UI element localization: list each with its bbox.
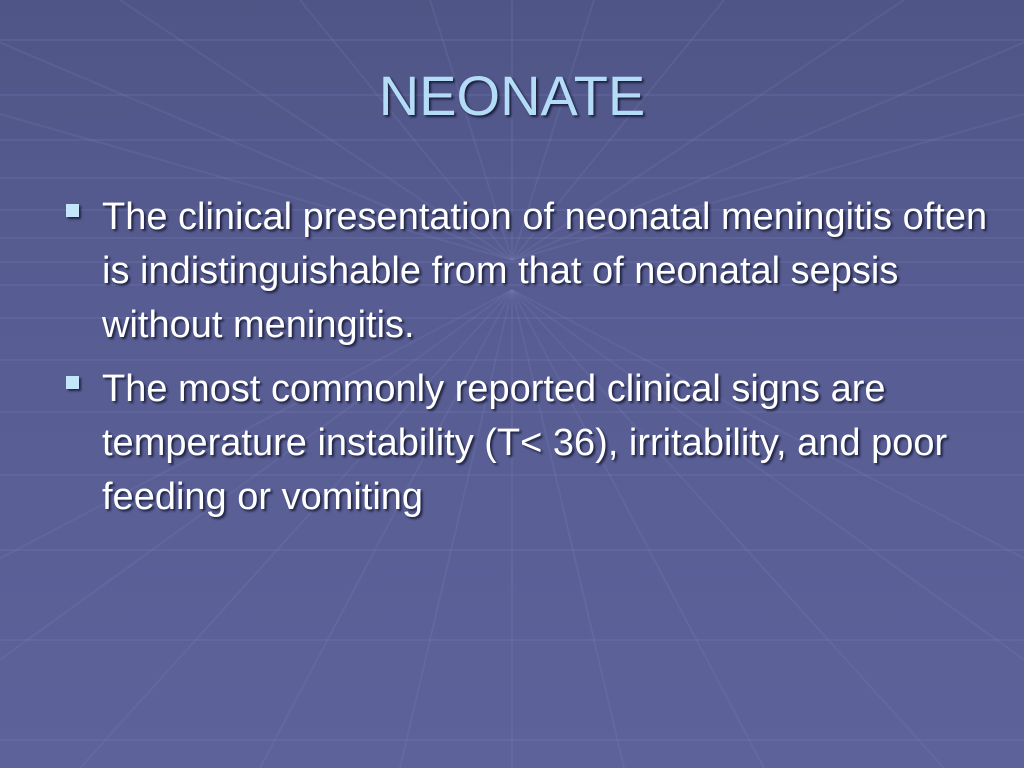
square-bullet-icon — [66, 376, 79, 389]
square-bullet-icon — [66, 204, 79, 217]
bullet-text: The most commonly reported clinical signs are temperature instability (T< 36), irritability, and poor feeding or vomiting — [102, 368, 948, 518]
bullet-text: The clinical presentation of neonatal meningitis often is indistinguishable from that of neonatal sepsis without meningitis. — [102, 196, 988, 346]
bullet-item — [64, 362, 994, 524]
bullet-item — [64, 190, 994, 352]
slide-title: NEONATE — [378, 64, 646, 127]
bullet-list — [64, 190, 994, 534]
